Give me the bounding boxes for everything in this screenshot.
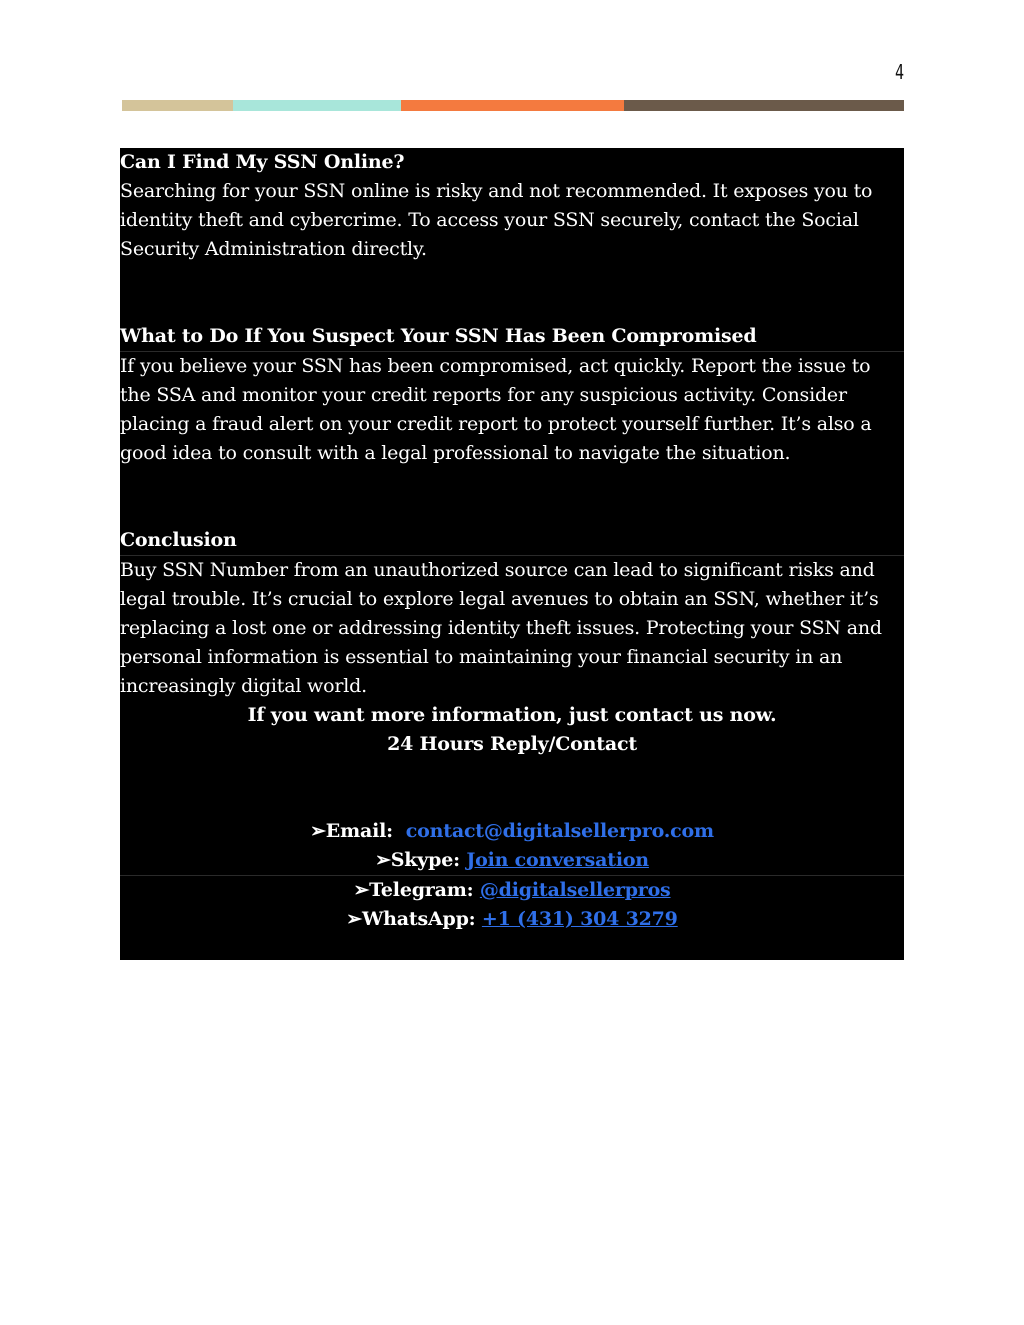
contact-email <box>120 817 904 846</box>
contact-skype <box>120 846 904 875</box>
cta-24-hours: 24 Hours Reply/Contact <box>387 733 637 755</box>
skype-label: ➢Skype: <box>375 849 460 871</box>
section-heading-find-ssn: Can I Find My SSN Online? <box>120 151 405 173</box>
page-number: 4 <box>894 60 904 84</box>
spacer <box>120 468 904 526</box>
color-bar-segment-4 <box>624 100 904 111</box>
color-bar-segment-3 <box>401 100 624 111</box>
whatsapp-label: ➢WhatsApp: <box>346 908 476 930</box>
telegram-label: ➢Telegram: <box>353 879 474 901</box>
spacer <box>120 759 904 817</box>
cta-more-info: If you want more information, just contact us now. <box>247 704 777 726</box>
whatsapp-link[interactable]: +1 (431) 304 3279 <box>481 908 678 930</box>
spacer <box>120 264 904 322</box>
section-heading-compromised: What to Do If You Suspect Your SSN Has Been Compromised <box>120 325 757 347</box>
email-label: ➢Email: <box>310 820 393 842</box>
contact-telegram <box>120 876 904 905</box>
section-body-find-ssn: Searching for your SSN online is risky and not recommended. It exposes you to identity theft and cybercrime. To access your SSN securely, contact the Social Security Administration directly. <box>120 180 873 260</box>
color-bar-segment-1 <box>122 100 233 111</box>
color-bar <box>122 100 904 111</box>
section-heading-conclusion: Conclusion <box>120 529 237 551</box>
skype-link[interactable]: Join conversation <box>466 849 649 871</box>
content-block <box>120 148 904 960</box>
email-link[interactable]: contact@digitalsellerpro.com <box>405 820 714 842</box>
contact-whatsapp <box>120 905 904 934</box>
telegram-link[interactable]: @digitalsellerpros <box>479 879 671 901</box>
color-bar-segment-2 <box>233 100 401 111</box>
section-body-conclusion: Buy SSN Number from an unauthorized source can lead to significant risks and legal trouble. It’s crucial to explore legal avenues to obtain an SSN, whether it’s replacing a lost one or addressing identity theft issues. Protecting your SSN and personal information is essential to maintaining your financial security in an increasingly digital world. <box>120 559 882 697</box>
section-body-compromised: If you believe your SSN has been compromised, act quickly. Report the issue to the SSA and monitor your credit reports for any suspicious activity. Consider placing a fraud alert on your credit report to protect yourself further. It’s also a good idea to consult with a legal professional to navigate the situation. <box>120 355 872 464</box>
